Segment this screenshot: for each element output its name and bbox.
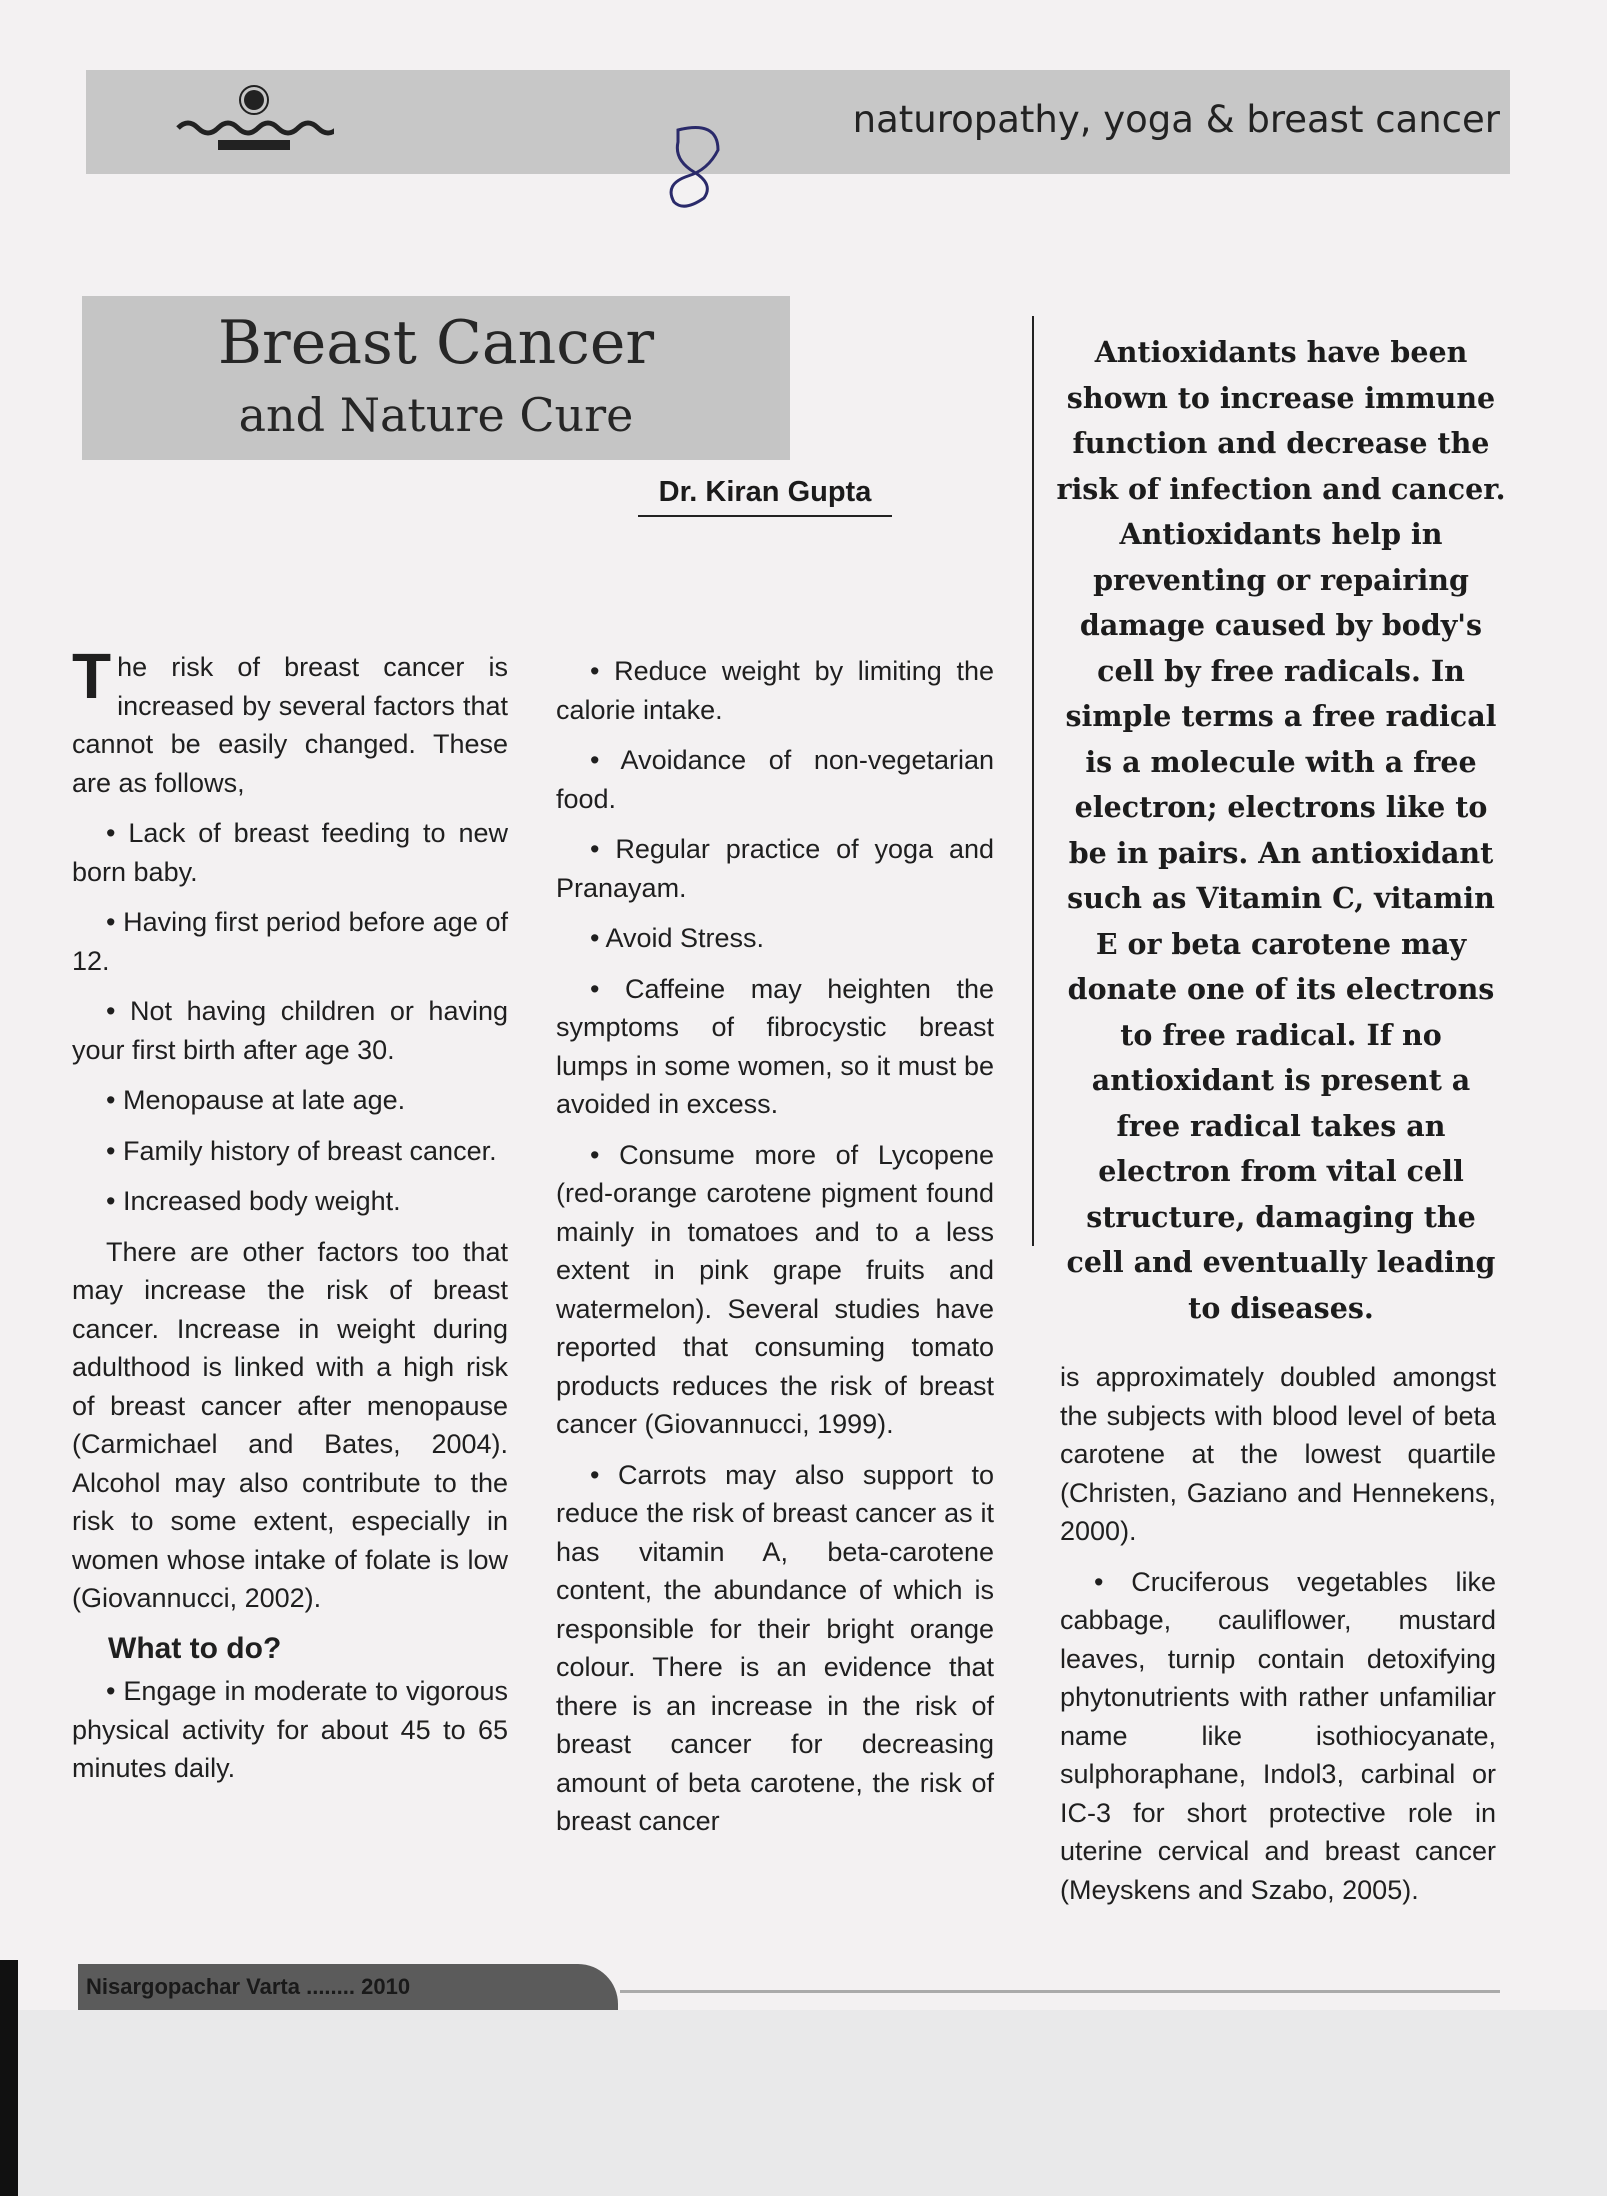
list-item: • Carrots may also support to reduce the risk of breast cancer as it has vitamin A, beta-carotene content, the abundance of which is responsible for their bright orange colour. There is an evidence that there is an increase in the risk of breast cancer for decreasing amount of beta carotene, the risk of breast cancer <box>556 1459 994 1836</box>
antioxidant-callout: Antioxidants have been shown to increase immune function and decrease the risk of infection and cancer. Antioxidants help in preventing or repairing damage caused by body's cell by free radicals. In simple terms a free radical is a molecule with a free electron; electrons like to be in pairs. An antioxidant such as Vitamin C, vitamin E or beta carotene may donate one of its electrons to free radical. If no antioxidant is present a free radical takes an electron from vital cell structure, damaging the cell and eventually leading to diseases. <box>1056 335 1506 1325</box>
list-item: • Cruciferous vegetables like cabbage, cauliflower, mustard leaves, turnip contain detoxifying phytonutrients with rather unfamiliar name like isothiocyanate, sulphoraphane, Indol3, carbinal or IC-3 for short protective role in uterine cervical and breast cancer (Meyskens and Szabo, 2005). <box>1060 1566 1496 1905</box>
list-item: • Avoid Stress. <box>590 923 765 953</box>
scan-edge <box>0 1960 18 2196</box>
page-margin <box>18 2010 1607 2196</box>
list-item: • Reduce weight by limiting the calorie intake. <box>556 656 994 725</box>
handwritten-page-number <box>648 120 738 210</box>
section-title: naturopathy, yoga & breast cancer <box>852 98 1500 141</box>
article-title: Breast Cancer <box>217 308 655 378</box>
header-band <box>86 70 1510 174</box>
column-1 <box>72 640 508 1800</box>
section-heading: What to do? <box>108 1631 282 1665</box>
continuation-paragraph: is approximately doubled amongst the subjects with blood level of beta carotene at the lowest quartile (Christen, Gaziano and Hennekens, 2000). <box>1060 1362 1496 1546</box>
list-item: • Increased body weight. <box>106 1186 401 1216</box>
list-item: • Menopause at late age. <box>106 1085 406 1115</box>
article-title-box <box>82 296 790 460</box>
list-item: • Engage in moderate to vigorous physical activity for about 45 to 65 minutes daily. <box>72 1676 508 1783</box>
footer-text: Nisargopachar Varta ........ 2010 <box>86 1974 411 1999</box>
column-3 <box>1060 1358 1496 1921</box>
intro-paragraph: The risk of breast cancer is increased by several factors that cannot be easily changed. These are as follows, <box>72 640 508 798</box>
body-paragraph: There are other factors too that may increase the risk of breast cancer. Increase in weight during adulthood is linked with a high risk of breast cancer after menopause (Carmichael and Bates, 2004). Alcohol may also contribute to the risk to some extent, especially in women whose intake of folate is low (Giovannucci, 2002). <box>72 1236 508 1613</box>
list-item: • Avoidance of non-vegetarian food. <box>556 745 994 814</box>
list-item: • Lack of breast feeding to new born baby. <box>72 818 508 887</box>
list-item: • Having first period before age of 12. <box>72 907 508 976</box>
article-subtitle: and Nature Cure <box>238 388 634 442</box>
list-item: • Not having children or having your first birth after age 30. <box>72 996 508 1065</box>
list-item: • Family history of breast cancer. <box>106 1135 497 1166</box>
sun-waves-logo-icon <box>174 82 334 162</box>
column-2 <box>556 652 994 1853</box>
author-byline: Dr. Kiran Gupta <box>638 476 892 517</box>
drop-cap: T <box>72 640 112 712</box>
list-item: • Regular practice of yoga and Pranayam. <box>556 834 994 903</box>
list-item: • Consume more of Lycopene (red-orange carotene pigment found mainly in tomatoes and to a less extent in pink grape fruits and watermelon). Several studies have reported that consuming tomato products reduces the risk of breast cancer (Giovannucci, 1999). <box>556 1139 994 1439</box>
footer-rule <box>620 1990 1500 1993</box>
column-divider <box>1032 316 1034 1246</box>
list-item: • Caffeine may heighten the symptoms of fibrocystic breast lumps in some women, so it must be avoided in excess. <box>556 973 994 1119</box>
footer-tab <box>78 1964 618 2010</box>
